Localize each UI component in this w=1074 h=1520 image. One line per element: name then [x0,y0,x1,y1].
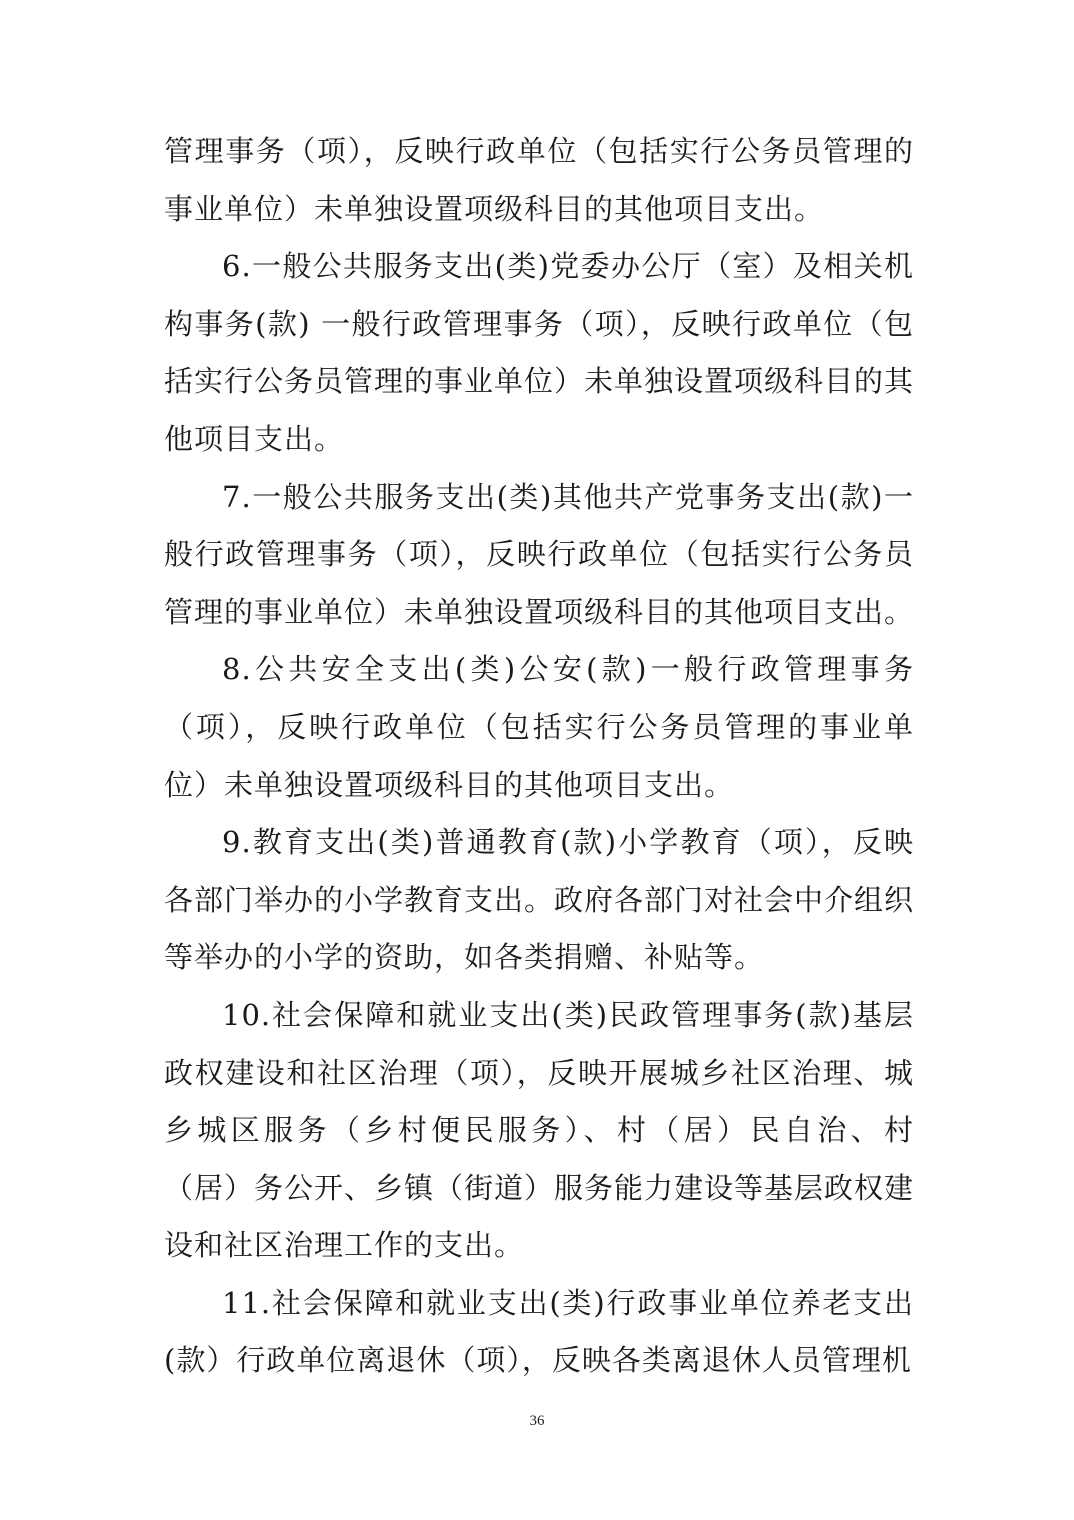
paragraph-item-11: 11.社会保障和就业支出(类)行政事业单位养老支出(款）行政单位离退休（项），反映各类离退休人员管理机 [164,1285,914,1378]
paragraph-continuation: 管理事务（项），反映行政单位（包括实行公务员管理的事业单位）未单独设置项级科目的其他项目支出。 [164,134,914,226]
paragraph-item-8: 8.公共安全支出(类)公安(款)一般行政管理事务（项），反映行政单位（包括实行公务员管理的事业单位）未单独设置项级科目的其他项目支出。 [164,652,914,802]
paragraph-item-6: 6.一般公共服务支出(类)党委办公厅（室）及相关机构事务(款) 一般行政管理事务（项），反映行政单位（包括实行公务员管理的事业单位）未单独设置项级科目的其他项目支出。 [164,249,915,456]
paragraph-item-9: 9.教育支出(类)普通教育(款)小学教育（项），反映各部门举办的小学教育支出。政府各部门对社会中介组织等举办的小学的资助，如各类捐赠、补贴等。 [164,825,915,975]
body-text [164,123,914,1390]
paragraph-item-10: 10.社会保障和就业支出(类)民政管理事务(款)基层政权建设和社区治理（项），反映开展城乡社区治理、城乡城区服务（乡村便民服务）、村（居）民自治、村（居）务公开、乡镇（街道）服务能力建设等基层政权建设和社区治理工作的支出。 [164,997,915,1263]
paragraph-item-7: 7.一般公共服务支出(类)其他共产党事务支出(款)一般行政管理事务（项），反映行政单位（包括实行公务员管理的事业单位）未单独设置项级科目的其他项目支出。 [164,479,915,629]
page-number: 36 [529,1413,545,1429]
